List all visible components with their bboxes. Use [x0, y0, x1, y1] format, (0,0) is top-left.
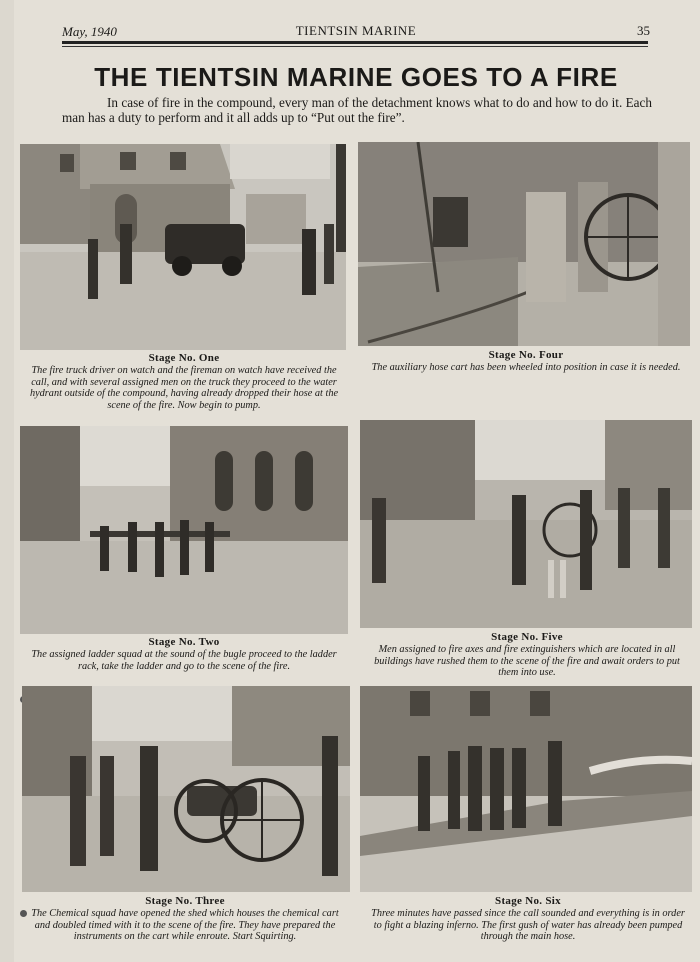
stage-caption: The fire truck driver on watch and the fireman on watch have received the call, and with several assigned men on the truck they proceed to the water hydrant outside of the compound, having already dropped their hose at the scene of the fire. Now begin to pump.: [29, 365, 339, 411]
photo-stage-five: [360, 420, 692, 628]
photo-stage-four: [358, 142, 690, 346]
stage-caption: The auxiliary hose cart has been wheeled into position in case it is needed.: [371, 362, 681, 373]
stage-caption: The assigned ladder squad at the sound of the bugle proceed to the ladder rack, take the ladder and go to the scene of the fire.: [31, 649, 337, 672]
photo-stage-two: [20, 426, 348, 634]
header-rule-thin: [62, 46, 648, 47]
photo-stage-six: [360, 686, 692, 892]
stage-label: Stage No. Six: [495, 895, 561, 907]
stage-label: Stage No. Four: [488, 349, 564, 361]
page-number: 35: [637, 23, 650, 38]
stage-caption: Men assigned to fire axes and fire extinguishers which are located in all buildings have rushed them to the scene of the fire and await orders to put them into use.: [374, 644, 680, 679]
header-rule: [62, 41, 648, 44]
magazine-name: TIENTSIN MARINE: [295, 23, 417, 38]
stage-caption: Three minutes have passed since the call sounded and everything is in order to fight a blazing inferno. The first gush of water has already been pumped through the main hose.: [371, 908, 685, 943]
stage-label: Stage No. Two: [148, 636, 220, 648]
stage-label: Stage No. One: [148, 352, 220, 364]
article-title: THE TIENTSIN MARINE GOES TO A FIRE: [94, 62, 618, 92]
article-intro: In case of fire in the compound, every man of the detachment knows what to do and how to do it. Each man has a duty to perform and it all adds up to “Put out the fire”.: [62, 95, 652, 125]
photo-stage-one: [20, 144, 346, 350]
issue-date: May, 1940: [62, 24, 117, 39]
caption-stage-six: [366, 895, 690, 943]
caption-stage-five: [364, 631, 690, 679]
stage-label: Stage No. Three: [145, 895, 225, 907]
caption-stage-two: [24, 636, 344, 672]
caption-stage-one: [24, 352, 344, 411]
running-header: [62, 20, 650, 40]
caption-stage-three: [24, 895, 346, 943]
photo-stage-three: [22, 686, 350, 892]
caption-stage-four: [364, 349, 688, 374]
stage-label: Stage No. Five: [491, 631, 563, 643]
stage-caption: The Chemical squad have opened the shed which houses the chemical cart and doubled timed with it to the scene of the fire. They have prepared the instruments on the cart while enroute. Start Squirting.: [31, 908, 339, 943]
